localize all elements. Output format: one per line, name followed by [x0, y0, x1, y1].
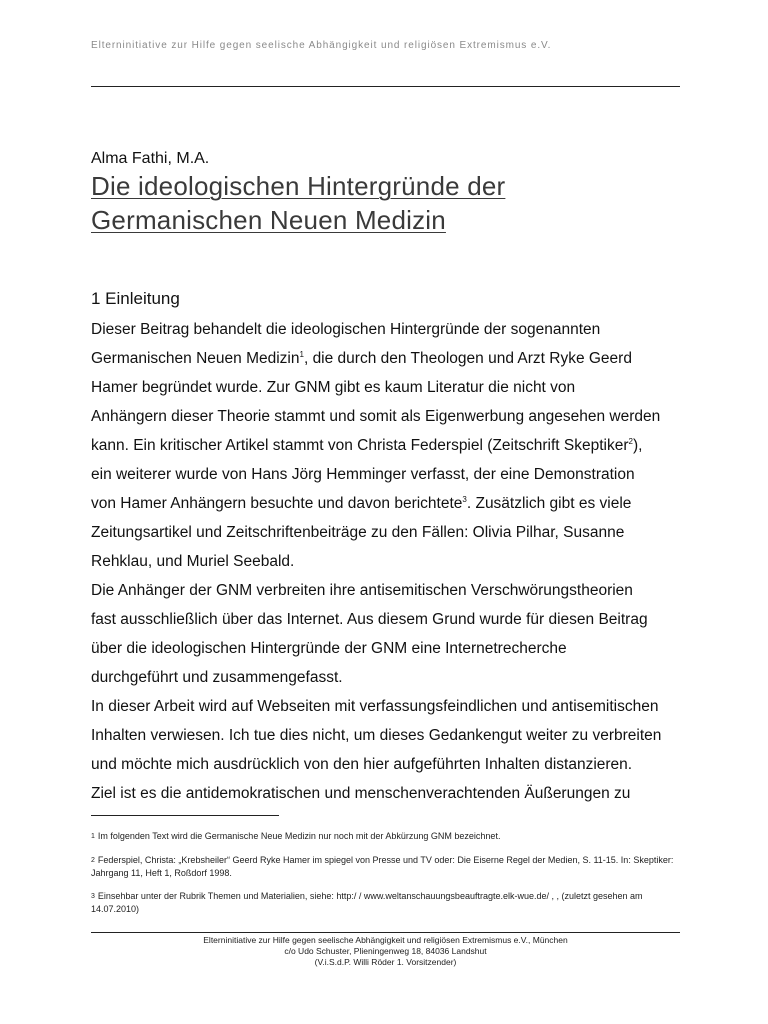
footnotes: [91, 830, 681, 926]
footnote-ref: 2: [628, 437, 633, 446]
document-title: [91, 169, 691, 237]
footnote-ref: 3: [462, 495, 467, 504]
footer-line-3: (V.i.S.d.P. Willi Röder 1. Vorsitzender): [314, 957, 457, 967]
footnote-2: [91, 854, 681, 879]
footnote-text: Einsehbar unter der Rubrik Themen und Materialien, siehe: http:/ / www.weltanschauungsbeauftragte.elk-wue.de/ , , (zuletzt gesehen am 14.07.2010): [91, 891, 643, 914]
footer-line-2: c/o Udo Schuster, Plieningenweg 18, 84036 Landshut: [284, 946, 487, 956]
body-line: von Hamer Anhängern besuchte und davon berichtete$^3$. Zusätzlich gibt es viele: [91, 495, 632, 512]
section-heading: 1 Einleitung: [91, 289, 180, 308]
body-line: ein weiterer wurde von Hans Jörg Hemminger verfasst, der eine Demonstration: [91, 466, 635, 483]
body-line: Dieser Beitrag behandelt die ideologischen Hintergründe der sogenannten: [91, 321, 601, 338]
footnote-mark: 1: [91, 833, 95, 840]
footnote-text: Federspiel, Christa: „Krebsheiler“ Geerd Ryke Hamer im spiegel von Presse und TV oder: Die Eiserne Regel der Medien, S. 11-15. In: Skeptiker: Jahrgang 11, Heft 1, Roßdorf 1998.: [91, 855, 674, 878]
running-header: Elterninitiative zur Hilfe gegen seelische Abhängigkeit und religiösen Extremismus e.V.: [91, 40, 552, 51]
body-line: fast ausschließlich über das Internet. Aus diesem Grund wurde für diesen Beitrag: [91, 611, 648, 628]
body-line: Germanischen Neuen Medizin$^1$, die durch den Theologen und Arzt Ryke Geerd: [91, 350, 632, 367]
footnote-divider: [91, 815, 279, 816]
author-name: Alma Fathi, M.A.: [91, 150, 210, 167]
body-line: Rehklau, und Muriel Seebald.: [91, 553, 295, 570]
header-divider: [91, 86, 680, 87]
footnote-3: [91, 890, 681, 915]
footer-divider: [91, 932, 680, 933]
title-line-2: Germanischen Neuen Medizin: [91, 205, 446, 235]
body-line: und möchte mich ausdrücklich von den hier aufgeführten Inhalten distanzieren.: [91, 756, 633, 773]
body-line: Zeitungsartikel und Zeitschriftenbeiträge zu den Fällen: Olivia Pilhar, Susanne: [91, 524, 625, 541]
body-line: durchgeführt und zusammengefasst.: [91, 669, 343, 686]
footnote-mark: 2: [91, 857, 95, 864]
footnote-1: [91, 830, 681, 843]
body-line: über die ideologischen Hintergründe der GNM eine Internetrecherche: [91, 640, 567, 657]
body-line: Ziel ist es die antidemokratischen und menschenverachtenden Äußerungen zu: [91, 785, 631, 802]
title-line-1: Die ideologischen Hintergründe der: [91, 171, 506, 201]
body-line: Die Anhänger der GNM verbreiten ihre antisemitischen Verschwörungstheorien: [91, 582, 633, 599]
footnote-text: Im folgenden Text wird die Germanische Neue Medizin nur noch mit der Abkürzung GNM bezeichnet.: [97, 831, 501, 841]
body-line: kann. Ein kritischer Artikel stammt von Christa Federspiel (Zeitschrift Skeptiker$^2$),: [91, 437, 643, 454]
footer-line-1: Elterninitiative zur Hilfe gegen seelische Abhängigkeit und religiösen Extremismus e.V., München: [203, 935, 568, 945]
footnote-mark: 3: [91, 893, 95, 900]
footnote-ref: 1: [299, 350, 304, 359]
body-paragraphs: [91, 315, 691, 808]
body-line: In dieser Arbeit wird auf Webseiten mit verfassungsfeindlichen und antisemitischen: [91, 698, 659, 715]
body-line: Anhängern dieser Theorie stammt und somit als Eigenwerbung angesehen werden: [91, 408, 661, 425]
body-line: Hamer begründet wurde. Zur GNM gibt es kaum Literatur die nicht von: [91, 379, 576, 396]
body-line: Inhalten verwiesen. Ich tue dies nicht, um dieses Gedankengut weiter zu verbreiten: [91, 727, 662, 744]
page-footer: [91, 935, 680, 968]
